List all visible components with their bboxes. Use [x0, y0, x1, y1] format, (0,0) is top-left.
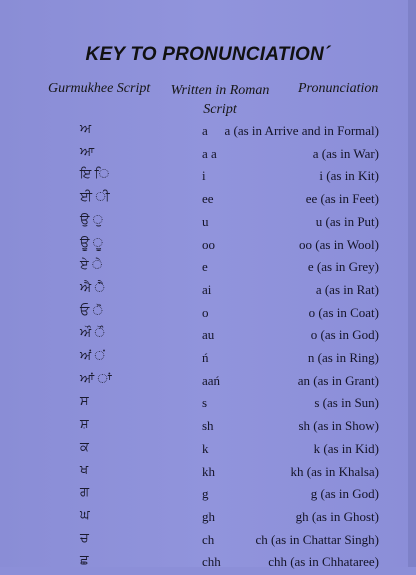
table-row: [0, 167, 416, 189]
pronunciation-text: a (as in Arrive and in Formal): [224, 123, 379, 138]
roman-letter: k: [202, 440, 209, 456]
roman-letter: i: [202, 168, 206, 184]
pronunciation-text: k (as in Kid): [313, 440, 379, 456]
roman-letter: chh: [202, 554, 221, 570]
table-row: [0, 326, 416, 348]
gurmukhee-letter: ਘ: [80, 507, 90, 523]
table-row: [0, 281, 416, 303]
gurmukhee-letter: ਓ ੋ: [80, 303, 103, 319]
pronunciation-text: s (as in Sun): [314, 395, 379, 411]
gurmukhee-letter: ਆਂ ਾਂ: [80, 371, 112, 387]
gurmukhee-letter: ਈ ੀ: [80, 190, 110, 206]
pronunciation-text: an (as in Grant): [297, 372, 379, 388]
roman-letter: oo: [202, 236, 215, 252]
roman-letter: o: [202, 304, 209, 320]
pronunciation-text: ch (as in Chattar Singh): [255, 531, 379, 547]
gurmukhee-letter: ਉ ੁ: [80, 212, 104, 228]
roman-letter: a a: [202, 145, 217, 161]
roman-letter: gh: [202, 508, 215, 524]
table-row: [0, 258, 416, 280]
header-gurmukhee: Gurmukhee Script: [48, 81, 151, 96]
roman-letter: sh: [202, 418, 214, 434]
gurmukhee-letter: ਐ ੈ: [80, 280, 105, 296]
pronunciation-text: chh (as in Chhataree): [268, 554, 379, 570]
pronunciation-text: g (as in God): [310, 486, 379, 502]
pronunciation-text: a (as in War): [312, 145, 379, 161]
gurmukhee-letter: ਇ ਿ: [80, 167, 110, 183]
pronunciation-text: gh (as in Ghost): [295, 508, 379, 524]
roman-letter: ee: [202, 191, 214, 207]
gurmukhee-letter: ਕ: [80, 439, 89, 455]
table-row: [0, 394, 416, 416]
gurmukhee-letter: ਖ: [80, 462, 89, 478]
table-row: [0, 236, 416, 258]
pronunciation-text: ee (as in Feet): [305, 191, 379, 207]
table-row: [0, 485, 416, 507]
table-row: [0, 463, 416, 485]
roman-letter: ń: [202, 350, 209, 365]
pronunciation-text: o (as in God): [310, 327, 379, 343]
pronunciation-text: u (as in Put): [315, 213, 379, 229]
gurmukhee-letter: ਅਂ ਂ: [80, 349, 105, 364]
table-row: [0, 440, 416, 462]
roman-letter: au: [202, 327, 215, 343]
gurmukhee-letter: ਗ: [80, 485, 90, 501]
gurmukhee-letter: ਸ: [80, 394, 89, 410]
pronunciation-text: kh (as in Khalsa): [290, 463, 379, 479]
table-row: [0, 417, 416, 439]
table-row: [0, 213, 416, 235]
table-row: [0, 145, 416, 167]
roman-letter: aań: [202, 372, 221, 388]
roman-letter: g: [202, 486, 209, 502]
table-row: [0, 304, 416, 326]
table-row: [0, 531, 416, 553]
pronunciation-text: e (as in Grey): [307, 259, 379, 275]
gurmukhee-letter: ਏ ੇ: [80, 258, 103, 274]
table-row: [0, 372, 416, 394]
table-row: [0, 190, 416, 212]
gurmukhee-letter: ਅ: [80, 122, 92, 137]
table-row: [0, 349, 416, 371]
gurmukhee-letter: ਊ ੂ: [80, 235, 104, 251]
table-row: [0, 553, 416, 575]
gurmukhee-letter: ਔ ੌ: [80, 326, 105, 342]
table-row: [0, 122, 416, 144]
header-roman: Written in Roman Script: [170, 83, 270, 117]
roman-letter: ch: [202, 531, 215, 547]
roman-letter: ai: [202, 281, 212, 297]
roman-letter: s: [202, 395, 208, 411]
pronunciation-text: n (as in Ring): [307, 350, 379, 365]
gurmukhee-letter: ਸ਼: [80, 417, 89, 433]
roman-letter: kh: [202, 463, 215, 479]
gurmukhee-letter: ਚ: [80, 530, 89, 546]
roman-letter: e: [202, 259, 208, 275]
roman-letter: u: [202, 213, 209, 229]
gurmukhee-letter: ਛ: [80, 553, 89, 569]
pronunciation-text: a (as in Rat): [315, 281, 379, 297]
pronunciation-text: oo (as in Wool): [299, 236, 379, 252]
pronunciation-text: sh (as in Show): [298, 418, 379, 434]
gurmukhee-letter: ਆ: [80, 144, 95, 160]
header-pronunciation: Pronunciation: [298, 81, 379, 96]
page-title: KEY TO PRONUNCIATION´: [85, 44, 331, 65]
pronunciation-text: i (as in Kit): [319, 168, 379, 184]
roman-letter: a: [202, 123, 208, 138]
pronunciation-text: o (as in Coat): [308, 304, 379, 320]
table-row: [0, 508, 416, 530]
